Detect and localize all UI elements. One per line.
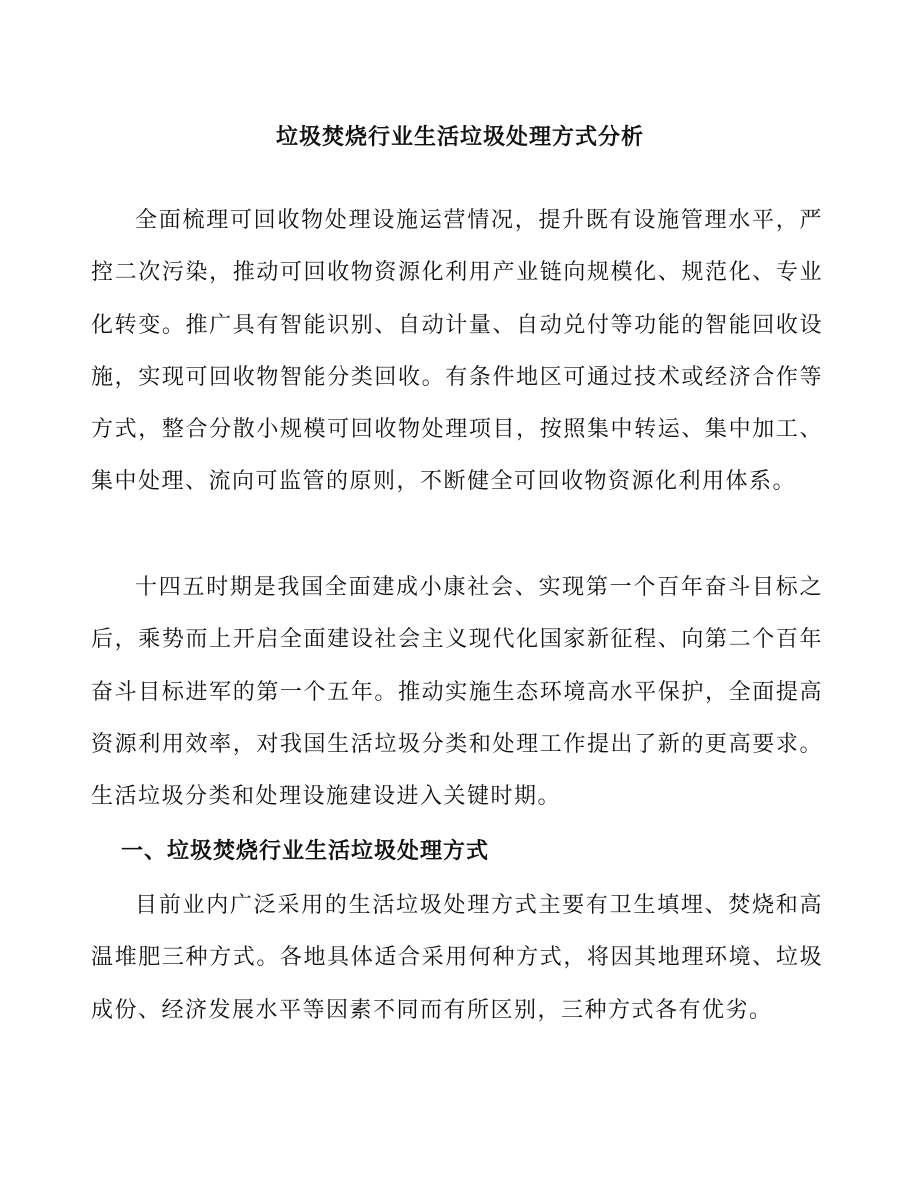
body-paragraph-2: 十四五时期是我国全面建成小康社会、实现第一个百年奋斗目标之后，乘势而上开启全面建设社会主义现代化国家新征程、向第二个百年奋斗目标进军的第一个五年。推动实施生态环境高水平保护，全面提高资源利用效率，对我国生活垃圾分类和处理工作提出了新的更高要求。生活垃圾分类和处理设施建设进入关键时期。 bbox=[91, 575, 823, 810]
section-paragraph: 目前业内广泛采用的生活垃圾处理方式主要有卫生填埋、焚烧和高温堆肥三种方式。各地具体适合采用何种方式，将因其地理环境、垃圾成份、经济发展水平等因素不同而有所区别，三种方式各有优劣。 bbox=[91, 893, 823, 1023]
section-heading: 一、垃圾焚烧行业生活垃圾处理方式 bbox=[121, 839, 490, 864]
body-paragraph-1: 全面梳理可回收物处理设施运营情况，提升既有设施管理水平，严控二次污染，推动可回收物资源化利用产业链向规模化、规范化、专业化转变。推广具有智能识别、自动计量、自动兑付等功能的智能回收设施，实现可回收物智能分类回收。有条件地区可通过技术或经济合作等方式，整合分散小规模可回收物处理项目，按照集中转运、集中加工、集中处理、流向可监管的原则，不断健全可回收物资源化利用体系。 bbox=[91, 208, 823, 495]
document-title: 垃圾焚烧行业生活垃圾处理方式分析 bbox=[275, 125, 644, 150]
